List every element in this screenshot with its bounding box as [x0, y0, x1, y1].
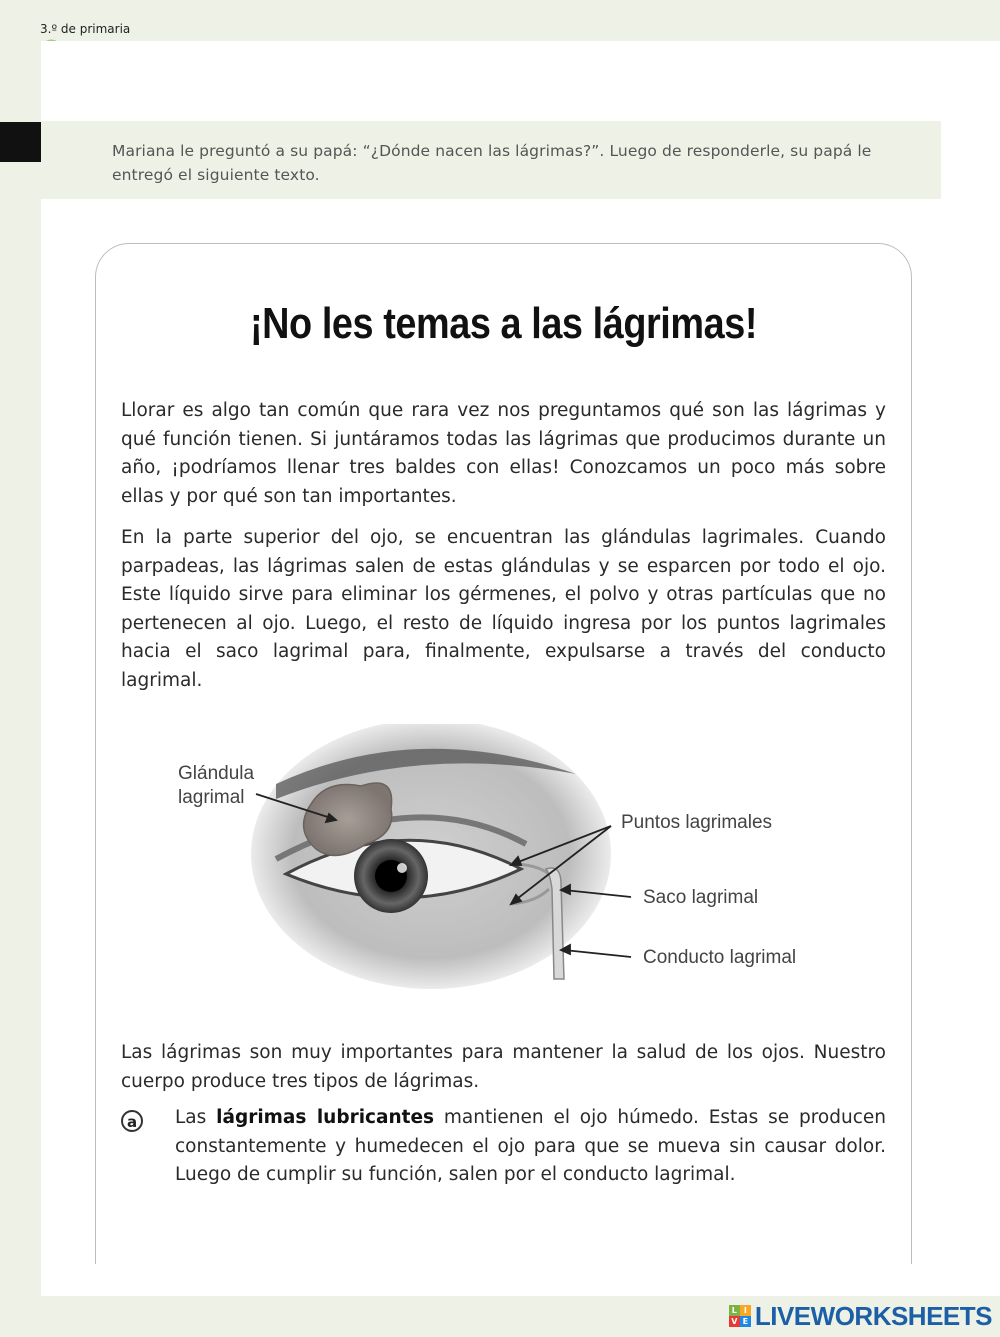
- label-saco-lagrimal: Saco lagrimal: [643, 887, 759, 908]
- item-a-bold-term: lágrimas lubricantes: [216, 1107, 435, 1128]
- item-a-prefix: Las: [175, 1107, 217, 1128]
- logo-letter-v: V: [729, 1316, 740, 1327]
- article-title: ¡No les temas a las lágrimas!: [249, 299, 758, 348]
- item-a-marker: a: [121, 1110, 143, 1132]
- liveworksheets-logo[interactable]: [729, 1300, 992, 1332]
- section-tab-marker: [0, 122, 41, 162]
- label-conducto-lagrimal: Conducto lagrimal: [643, 947, 797, 968]
- paragraph-1: Llorar es algo tan común que rara vez nos preguntamos qué son las lágrimas y qué función tienen. Si juntáramos todas las lágrimas que producimos durante un año, ¡podríamos llenar tres baldes con ellas! Conozcamos un poco más sobre ellas y por qué son tan importantes.: [121, 400, 886, 507]
- article-card: [95, 243, 912, 1264]
- brand-name: LIVEWORKSHEETS: [754, 1300, 992, 1331]
- paragraph-3: Las lágrimas son muy importantes para mantener la salud de los ojos. Nuestro cuerpo produce tres tipos de lágrimas.: [121, 1042, 886, 1092]
- label-gland-line1: Glándula: [178, 763, 255, 784]
- intro-band: [41, 121, 941, 199]
- eye-diagram: [166, 724, 886, 989]
- grade-label: 3.º de primaria: [40, 22, 131, 36]
- item-a-text: [175, 1104, 886, 1190]
- logo-letter-l: L: [729, 1305, 740, 1316]
- intro-text: Mariana le preguntó a su papá: “¿Dónde nacen las lágrimas?”. Luego de responderle, su papá le entregó el siguiente texto.: [112, 142, 872, 184]
- logo-icon: [729, 1305, 751, 1327]
- paragraph-2: En la parte superior del ojo, se encuentran las glándulas lagrimales. Cuando parpadeas, las lágrimas salen de estas glándulas y se esparcen por todo el ojo. Este líquido sirve para eliminar los gérmenes, el polvo y otras partículas que no pertenecen al ojo. Luego, el resto de líquido ingresa por los puntos lagrimales hacia el saco lagrimal para, finalmente, expulsarse a través del conducto lagrimal.: [121, 527, 886, 691]
- label-puntos-lagrimales: Puntos lagrimales: [621, 812, 773, 833]
- label-glandula-lagrimal: [178, 762, 254, 810]
- logo-letter-i: I: [740, 1305, 751, 1316]
- logo-letter-e: E: [740, 1316, 751, 1327]
- label-gland-line2: lagrimal: [178, 787, 245, 808]
- item-a-rest: mantienen el ojo húmedo. Estas se producen constantemente y humedecen el ojo para que se mueva sin causar dolor. Luego de cumplir su función, salen por el conducto lagrimal.: [175, 1107, 886, 1185]
